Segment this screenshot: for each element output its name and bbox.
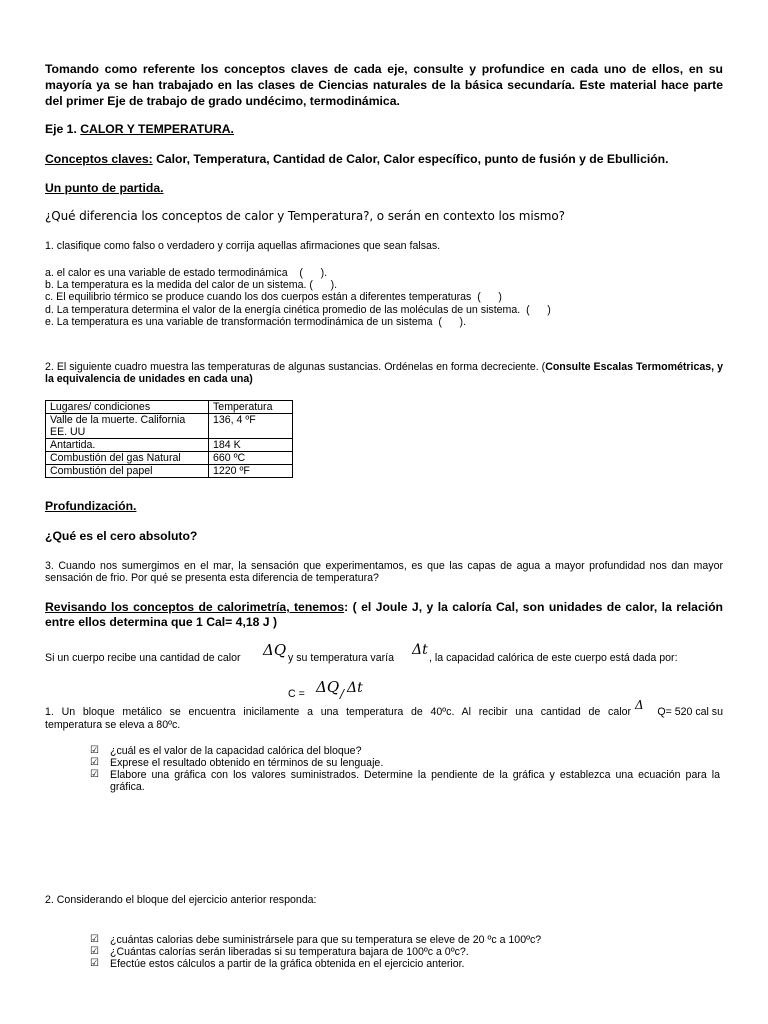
- checkbox-icon: ☑: [90, 958, 99, 969]
- question-1: 1. clasifique como falso o verdadero y corrija aquellas afirmaciones que sean falsas.: [45, 240, 441, 252]
- table-header-cell: Temperatura: [209, 401, 293, 414]
- table-header-cell: Lugares/ condiciones: [46, 401, 209, 414]
- afirmaciones-list: [45, 267, 723, 328]
- question-2-text: 2. El siguiente cuadro muestra las temperaturas de algunas sustancias. Ordénelas en forma decreciente. (: [45, 361, 546, 373]
- revisando-paragraph: [45, 600, 723, 630]
- question-3: 3. Cuando nos sumergimos en el mar, la sensación que experimentamos, es que las capas de agua a mayor profundidad nos dan mayor sensación de frio. Por qué se presenta esta diferencia de temperatura?: [45, 560, 723, 585]
- list-item: [90, 745, 720, 757]
- table-cell: Combustión del gas Natural: [46, 452, 209, 465]
- question-2-bold: Consulte Escalas Termométricas, y la equivalencia de unidades en cada una): [45, 361, 723, 386]
- list-item-text: ¿cuántas calorias debe suministrársele para que su temperatura se eleve de 20 ºc a 100ºc?: [110, 934, 542, 946]
- capacidad-part2: y su temperatura varía: [288, 652, 394, 664]
- formula-lhs: C =: [288, 688, 305, 700]
- list-item-text: Elabore una gráfica con los valores suministrados. Determine la pendiente de la gráfica y establezca una ecuación para la gráfica.: [110, 769, 720, 793]
- formula-denominator: Δt: [347, 680, 363, 696]
- diferencia-question: ¿Qué diferencia los conceptos de calor y Temperatura?, o serán en contexto los mismo?: [45, 209, 565, 223]
- table-cell: Antartida.: [46, 439, 209, 452]
- list-item-text: ¿Cuántas calorías serán liberadas si su temperatura bajara de 100ºc a 0ºc?.: [110, 946, 469, 958]
- list-item: [90, 769, 720, 793]
- table-row: [46, 465, 293, 478]
- ejercicio-1-delta: Δ: [635, 698, 644, 712]
- ejercicio-1-line2: temperatura se eleva a 80ºc.: [45, 719, 181, 731]
- punto-partida-heading: Un punto de partida.: [45, 181, 164, 195]
- list-item: [90, 946, 720, 958]
- checkbox-icon: ☑: [90, 757, 99, 768]
- checkbox-icon: ☑: [90, 745, 99, 756]
- table-cell: 136, 4 ºF: [209, 414, 293, 439]
- table-row: [46, 452, 293, 465]
- conceptos-text: Calor, Temperatura, Cantidad de Calor, Calor específico, punto de fusión y de Ebullición.: [152, 152, 669, 166]
- afirmacion-b: b. La temperatura es la medida del calor de un sistema. ( ).: [45, 279, 338, 292]
- list-item-text: Exprese el resultado obtenido en términos de su lenguaje.: [110, 757, 384, 769]
- question-2: [45, 361, 723, 385]
- afirmacion-c: c. El equilibrio térmico se produce cuando los dos cuerpos están a diferentes temperaturas ( ): [45, 291, 502, 304]
- ejercicio-1-after: Q= 520 cal su: [657, 706, 723, 718]
- revisando-label: Revisando los conceptos de calorimetría, tenemos: [45, 600, 345, 614]
- list-item: [90, 958, 720, 970]
- ejercicio-1-text: 1. Un bloque metálico se encuentra inicilamente a una temperatura de 40ºc. Al recibir una cantidad de calor: [45, 706, 631, 718]
- capacidad-part1: Si un cuerpo recibe una cantidad de calor: [45, 652, 241, 664]
- afirmacion-d: d. La temperatura determina el valor de la energía cinética promedio de las moléculas de un sistema. ( ): [45, 303, 551, 316]
- ejercicio-2: 2. Considerando el bloque del ejercicio anterior responda:: [45, 894, 317, 906]
- revisando-text: : ( el Joule J, y la caloría Cal, son unidades de calor, la relación entre ellos determina que 1 Cal= 4,18 J ): [45, 600, 724, 629]
- conceptos-label: Conceptos claves:: [45, 152, 153, 166]
- table-row: [46, 414, 293, 439]
- checklist-2: [90, 934, 720, 970]
- table-cell: 660 ºC: [209, 452, 293, 465]
- eje-heading: [45, 122, 723, 136]
- table-row: [46, 439, 293, 452]
- profundizacion-heading: Profundización.: [45, 499, 137, 513]
- table-header-row: [46, 401, 293, 414]
- capacidad-sentence: [45, 641, 723, 666]
- conceptos-claves: [45, 152, 723, 166]
- table-cell: 184 K: [209, 439, 293, 452]
- formula-slash: /: [340, 687, 345, 701]
- delta-t-symbol: Δt: [412, 642, 428, 658]
- afirmacion-e: e. La temperatura es una variable de transformación termodinámica de un sistema ( ).: [45, 315, 467, 328]
- eje-prefix: Eje 1.: [45, 122, 81, 136]
- checkbox-icon: ☑: [90, 769, 99, 780]
- intro-paragraph: Tomando como referente los conceptos claves de cada eje, consulte y profundice en cada uno de ellos, en su mayoría ya se han trabajado en las clases de Ciencias naturales de la básica secundaría. Este material hace parte del primer Eje de trabajo de grado undécimo, termodinámica.: [45, 62, 723, 108]
- checkbox-icon: ☑: [90, 946, 99, 957]
- list-item-text: Efectúe estos cálculos a partir de la gráfica obtenida en el ejercicio anterior.: [110, 958, 465, 970]
- delta-q-symbol: ΔQ: [263, 641, 287, 659]
- temperature-table: [45, 400, 293, 478]
- list-item-text: ¿cuál es el valor de la capacidad calórica del bloque?: [110, 745, 362, 757]
- formula-numerator: ΔQ: [316, 678, 340, 696]
- temperature-table-wrap: [45, 400, 723, 478]
- table-cell: Valle de la muerte. California EE. UU: [46, 414, 209, 439]
- cero-absoluto-question: ¿Qué es el cero absoluto?: [45, 529, 198, 543]
- table-cell: Combustión del papel: [46, 465, 209, 478]
- list-item: [90, 757, 720, 769]
- table-cell: 1220 ºF: [209, 465, 293, 478]
- checkbox-icon: ☑: [90, 934, 99, 945]
- ejercicio-1: [45, 699, 723, 733]
- eje-title: CALOR Y TEMPERATURA.: [80, 122, 234, 136]
- capacidad-part3: , la capacidad calórica de este cuerpo está dada por:: [429, 652, 678, 664]
- checklist-1: [90, 745, 720, 793]
- afirmacion-a: a. el calor es una variable de estado termodinámica ( ).: [45, 267, 328, 279]
- list-item: [90, 934, 720, 946]
